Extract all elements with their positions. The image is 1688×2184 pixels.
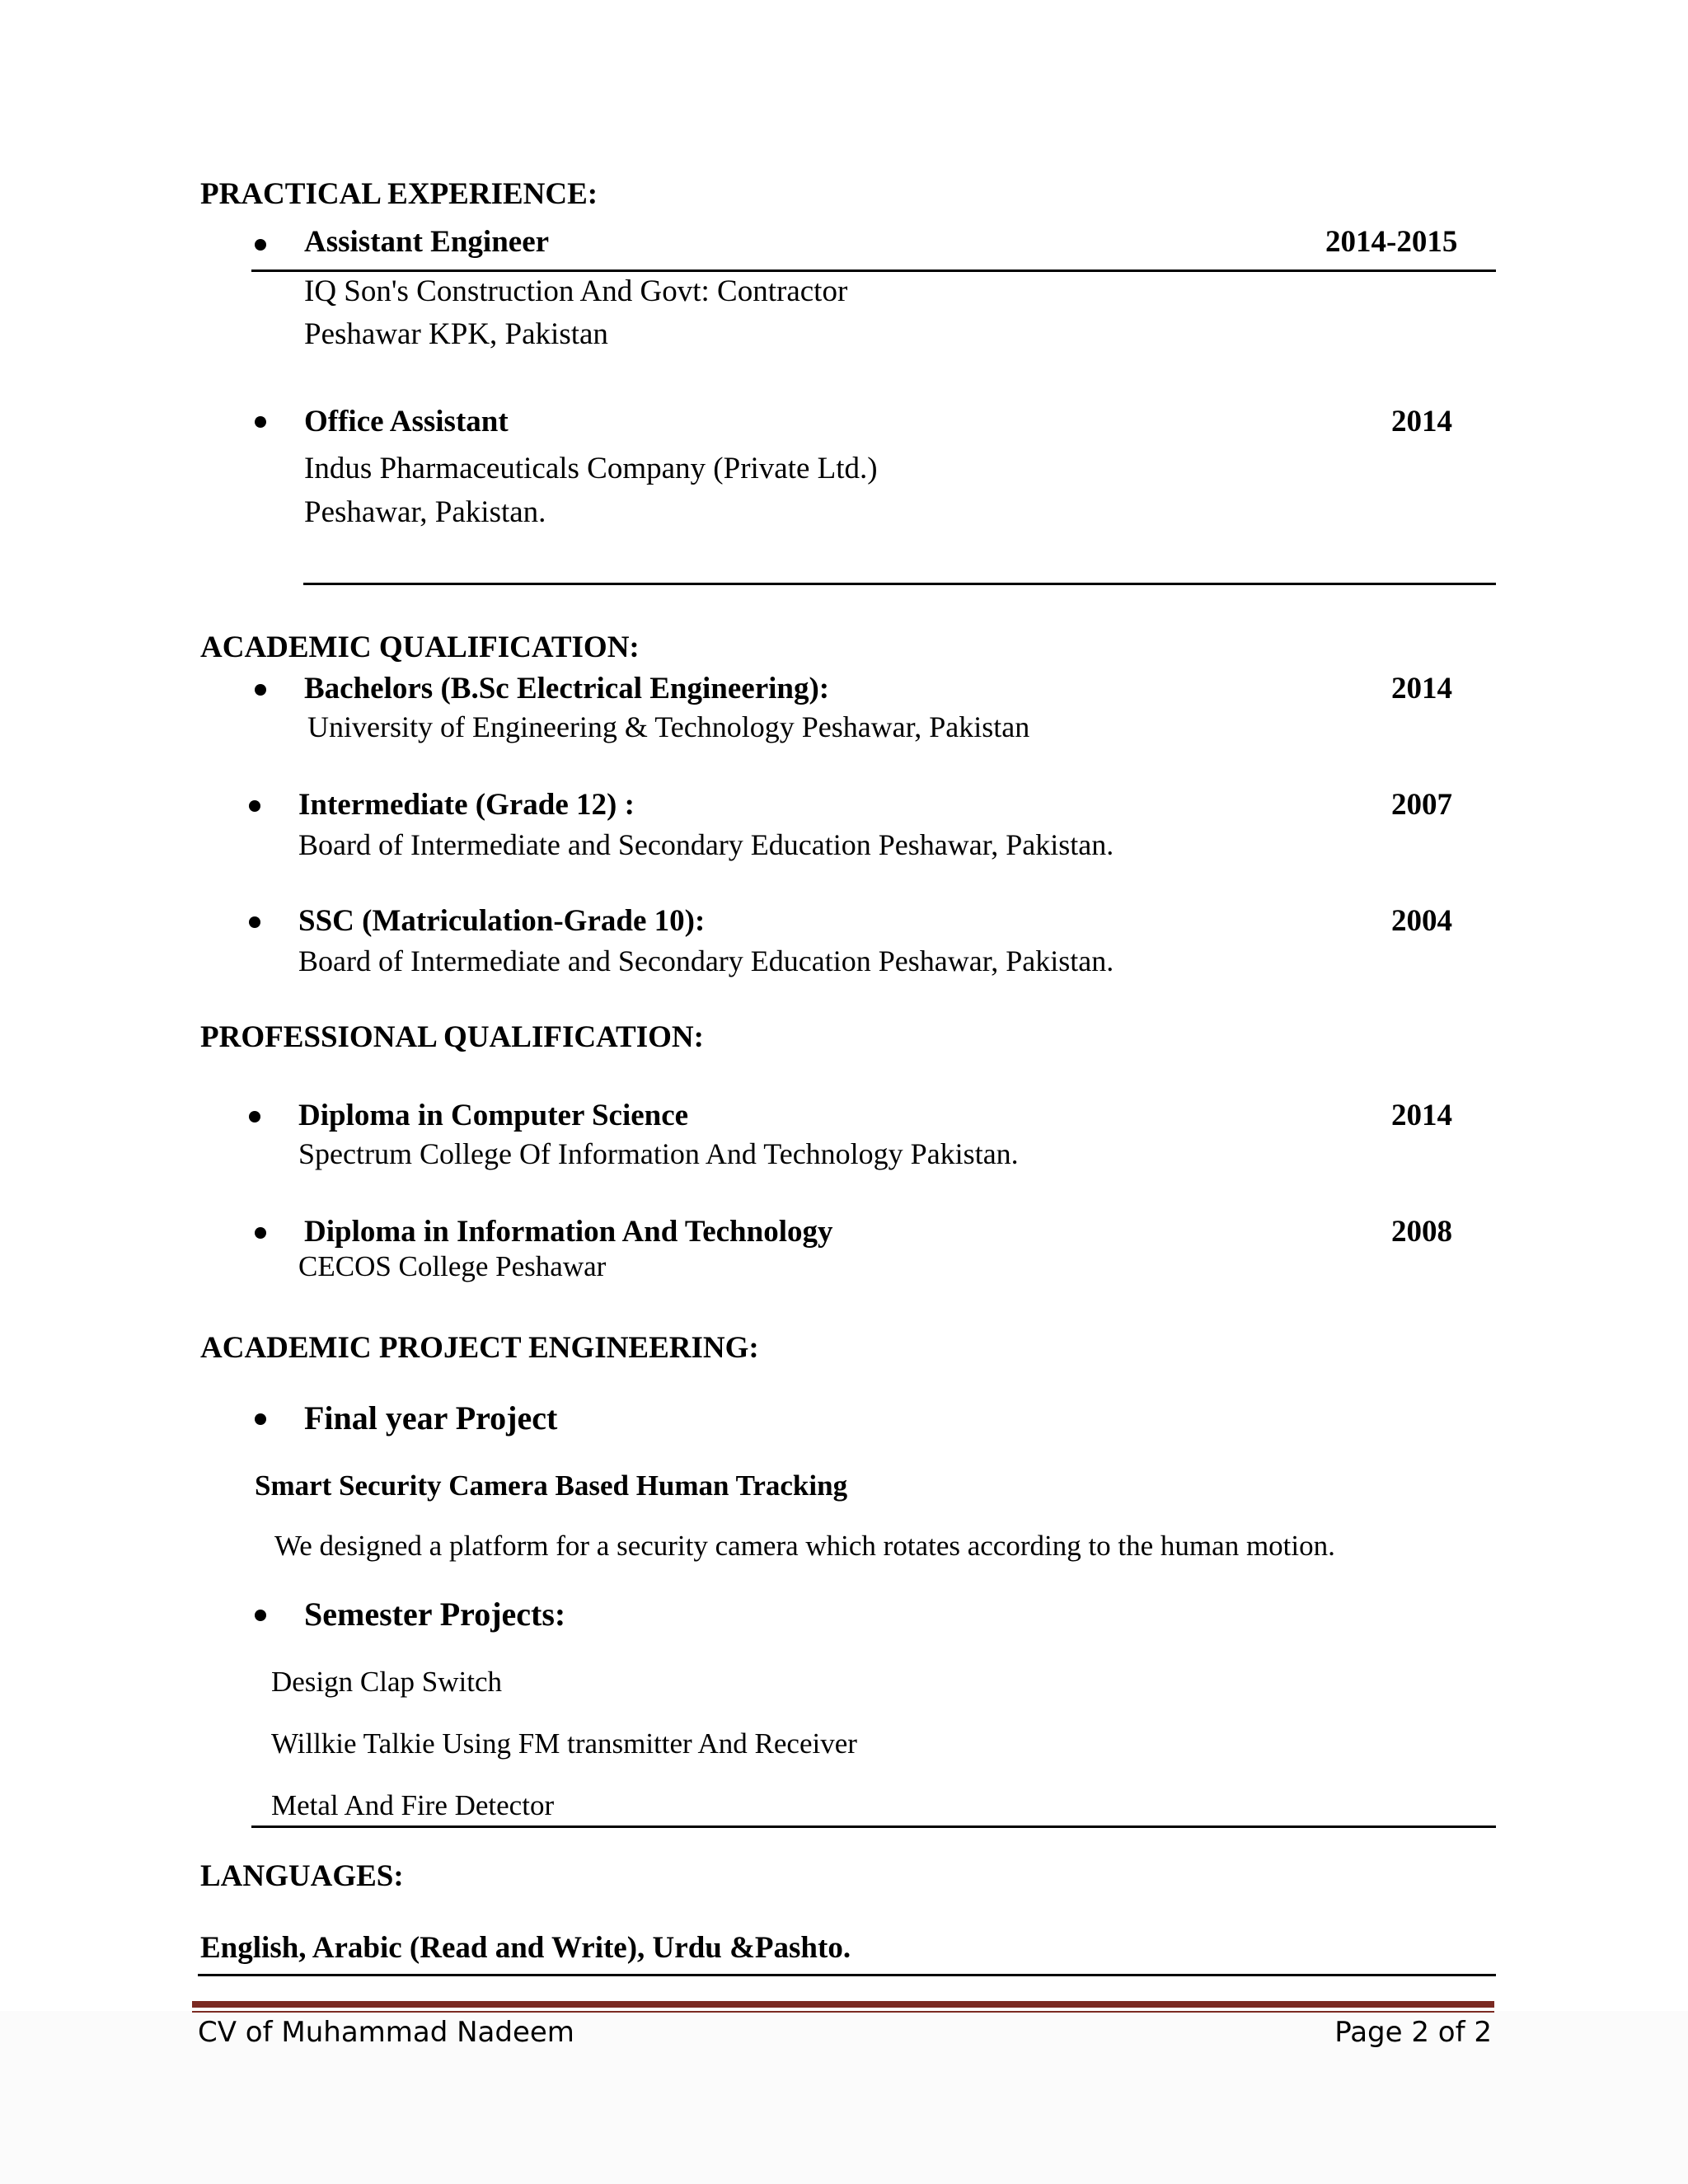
qualification-institution: Board of Intermediate and Secondary Education Peshawar, Pakistan.: [298, 944, 1114, 977]
bullet-icon: [255, 1227, 266, 1239]
qualification-title: Diploma in Computer Science: [298, 1099, 689, 1132]
qualification-year: 2014: [1391, 672, 1452, 705]
semester-project-item: Metal And Fire Detector: [271, 1789, 555, 1821]
bullet-icon: [255, 1413, 266, 1425]
final-project-description: We designed a platform for a security camera which rotates according to the human motion.: [274, 1530, 1335, 1562]
qualification-institution: CECOS College Peshawar: [298, 1250, 607, 1282]
divider-rule: [251, 1825, 1496, 1828]
qualification-year: 2007: [1391, 788, 1452, 822]
job-employer: IQ Son's Construction And Govt: Contractor: [304, 274, 848, 308]
footer-page-number: Page 2 of 2: [1334, 2016, 1492, 2049]
final-project-title: Smart Security Camera Based Human Tracking: [255, 1469, 848, 1502]
footer-rule-thin: [192, 2011, 1494, 2013]
qualification-institution: University of Engineering & Technology Peshawar, Pakistan: [307, 710, 1030, 743]
bullet-icon: [255, 239, 266, 251]
job-title: Office Assistant: [304, 405, 509, 438]
languages-list: English, Arabic (Read and Write), Urdu &Pashto.: [200, 1931, 851, 1965]
semester-project-item: Design Clap Switch: [271, 1666, 502, 1698]
final-project-label: Final year Project: [304, 1399, 558, 1436]
qualification-title: Diploma in Information And Technology: [304, 1215, 833, 1249]
job-year: 2014: [1391, 405, 1452, 438]
bullet-icon: [255, 684, 266, 696]
section-heading-academic-project: ACADEMIC PROJECT ENGINEERING:: [200, 1331, 759, 1365]
divider-rule: [303, 583, 1496, 585]
footer-rule: [192, 2001, 1494, 2008]
section-heading-practical-experience: PRACTICAL EXPERIENCE:: [200, 177, 598, 211]
qualification-title: Intermediate (Grade 12) :: [298, 788, 635, 822]
qualification-year: 2008: [1391, 1215, 1452, 1249]
qualification-title: Bachelors (B.Sc Electrical Engineering):: [304, 672, 830, 705]
divider-rule: [251, 269, 1496, 272]
qualification-year: 2004: [1391, 904, 1452, 938]
bullet-icon: [255, 1610, 266, 1621]
qualification-year: 2014: [1391, 1099, 1452, 1132]
job-location: Peshawar, Pakistan.: [304, 495, 546, 529]
bullet-icon: [249, 1111, 260, 1122]
bullet-icon: [255, 416, 266, 428]
job-year: 2014-2015: [1325, 225, 1458, 259]
job-employer: Indus Pharmaceuticals Company (Private Ltd.): [304, 452, 878, 485]
section-heading-languages: LANGUAGES:: [200, 1859, 404, 1893]
divider-rule: [198, 1974, 1496, 1976]
section-heading-professional-qualification: PROFESSIONAL QUALIFICATION:: [200, 1020, 704, 1054]
semester-project-item: Willkie Talkie Using FM transmitter And Receiver: [271, 1727, 857, 1760]
qualification-institution: Spectrum College Of Information And Technology Pakistan.: [298, 1137, 1019, 1170]
qualification-institution: Board of Intermediate and Secondary Education Peshawar, Pakistan.: [298, 828, 1114, 861]
job-title: Assistant Engineer: [304, 225, 550, 259]
section-heading-academic-qualification: ACADEMIC QUALIFICATION:: [200, 630, 640, 664]
job-location: Peshawar KPK, Pakistan: [304, 317, 608, 351]
footer-cv-name: CV of Muhammad Nadeem: [198, 2016, 574, 2049]
semester-projects-label: Semester Projects:: [304, 1596, 566, 1633]
bullet-icon: [249, 916, 260, 928]
bullet-icon: [249, 800, 260, 812]
qualification-title: SSC (Matriculation-Grade 10):: [298, 904, 706, 938]
